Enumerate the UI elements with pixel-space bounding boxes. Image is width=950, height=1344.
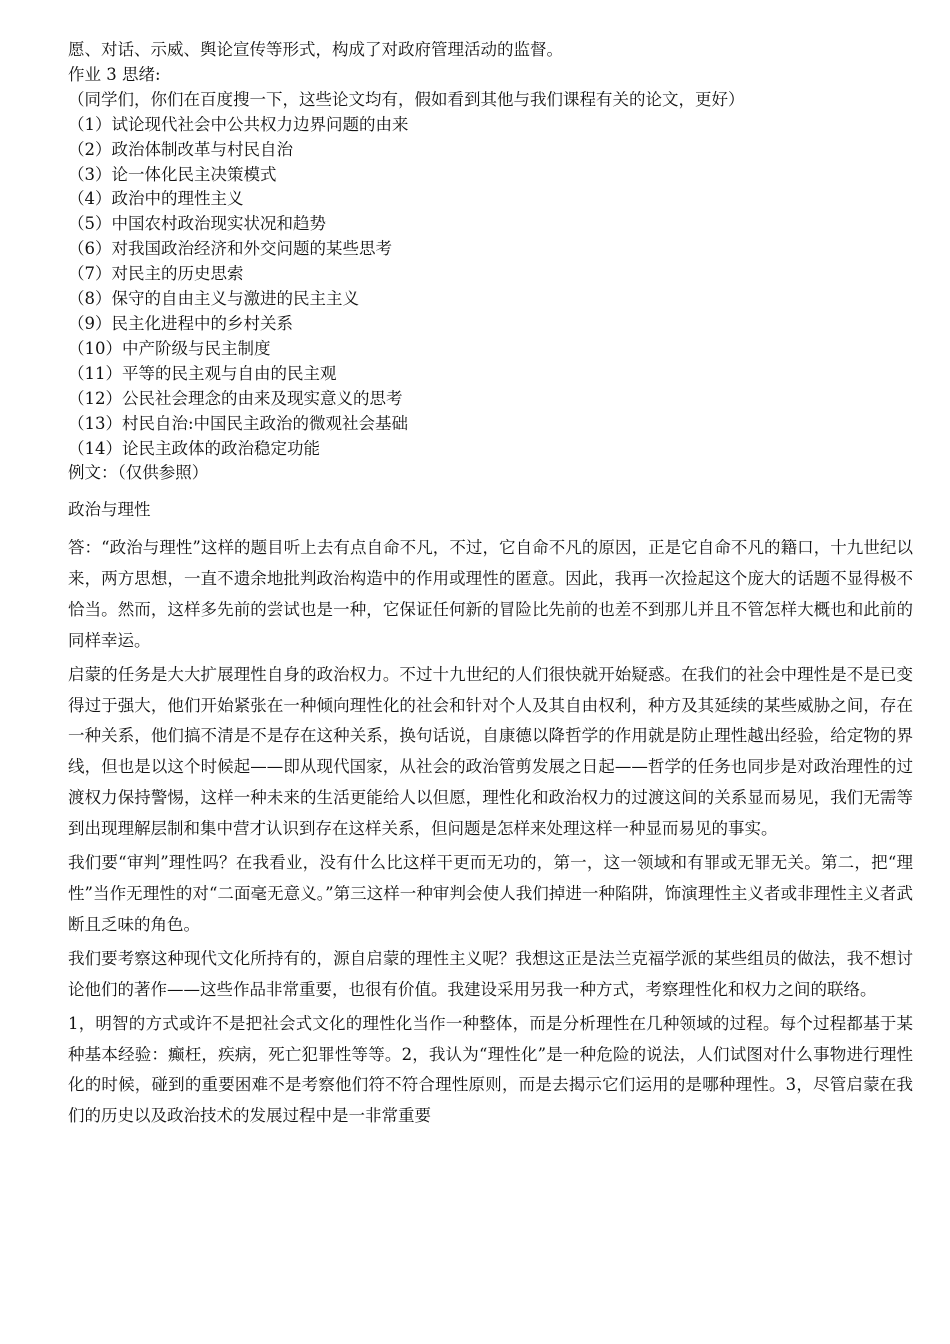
topic-item: （8）保守的自由主义与激进的民主主义 bbox=[68, 289, 359, 309]
topic-item: （14）论民主政体的政治稳定功能 bbox=[68, 438, 320, 458]
topic-item: （4）政治中的理性主义 bbox=[68, 189, 244, 209]
topic-item: （10）中产阶级与民主制度 bbox=[68, 338, 271, 358]
essay-title: 政治与理性 bbox=[68, 500, 151, 519]
topic-item: （11）平等的民主观与自由的民主观 bbox=[68, 363, 337, 383]
topic-item: （1）试论现代社会中公共权力边界问题的由来 bbox=[68, 114, 409, 134]
intro-fragment: 愿、对话、示威、舆论宣传等形式，构成了对政府管理活动的监督。 bbox=[68, 40, 563, 59]
topic-item: （9）民主化进程中的乡村关系 bbox=[68, 313, 293, 333]
example-label: 例文：（仅供参照） bbox=[68, 463, 209, 483]
essay-paragraph: 答：“政治与理性”这样的题目听上去有点自命不凡，不过，它自命不凡的原因，正是它自命不凡的籍口，十九世纪以来，两方思想，一直不遗余地批判政治构造中的作用或理性的匿意。因此，我再一次捡起这个庞大的话题不显得极不恰当。然而，这样多先前的尝试也是一种，它保证任何新的冒险比先前的也差不到那儿并且不管怎样大概也和此前的同样幸运。 bbox=[68, 538, 913, 650]
essay-paragraph: 启蒙的任务是大大扩展理性自身的政治权力。不过十九世纪的人们很快就开始疑惑。在我们的社会中理性是不是已变得过于强大，他们开始紧张在一种倾向理性化的社会和针对个人及其自由权利，种方及其延续的某些威胁之间，存在一种关系，他们搞不清是不是存在这种关系，换句话说，自康德以降哲学的作用就是防止理性越出经验，给定物的界线，但也是以这个时候起——即从现代国家，从社会的政治管剪发展之日起——哲学的任务也同步是对政治理性的过渡权力保持警惕，这样一种未来的生活更能给人以但愿，理性化和政治权力的过渡这间的关系显而易见，我们无需等到出现理解层制和集中营才认识到存在这样关系，但问题是怎样来处理这样一种显而易见的事实。 bbox=[68, 664, 913, 839]
topic-item: （5）中国农村政治现实状况和趋势 bbox=[68, 214, 326, 234]
topic-item: （12）公民社会理念的由来及现实意义的思考 bbox=[68, 388, 403, 408]
topic-item: （2）政治体制改革与村民自治 bbox=[68, 139, 293, 159]
essay-paragraph: 我们要“审判”理性吗？在我看业，没有什么比这样干更而无功的，第一，这一领域和有罪或无罪无关。第二，把“理性”当作无理性的对“二面毫无意义。”第三这样一种审判会使人我们掉进一种陷阱，饰演理性主义者或非理性主义者武断且乏味的角色。 bbox=[68, 853, 913, 934]
assignment-section bbox=[68, 38, 918, 486]
homework-note: （同学们，你们在百度搜一下，这些论文均有，假如看到其他与我们课程有关的论文，更好） bbox=[68, 89, 745, 109]
essay-paragraph: 1，明智的方式或许不是把社会式文化的理性化当作一种整体，而是分析理性在几种领域的过程。每个过程都基于某种基本经验：癫枉，疾病，死亡犯罪性等等。2，我认为“理性化”是一种危险的说法，人们试图对什么事物进行理性化的时候，碰到的重要困难不是考察他们符不符合理性原则，而是去揭示它们运用的是哪种理性。3，尽管启蒙在我们的历史以及政治技术的发展过程中是一非常重要 bbox=[68, 1013, 913, 1126]
essay-paragraph: 我们要考察这种现代文化所持有的，源自启蒙的理性主义呢？我想这正是法兰克福学派的某些组员的做法，我不想讨论他们的著作——这些作品非常重要，也很有价值。我建设采用另我一种方式，考察理性化和权力之间的联络。 bbox=[68, 948, 913, 999]
homework-heading: 作业 3 思绪: bbox=[68, 64, 161, 84]
topic-item: （7）对民主的历史思索 bbox=[68, 264, 244, 284]
essay-body bbox=[68, 533, 913, 1135]
topic-item: （6）对我国政治经济和外交问题的某些思考 bbox=[68, 239, 392, 259]
topic-item: （13）村民自治:中国民主政治的微观社会基础 bbox=[68, 413, 409, 433]
topic-item: （3）论一体化民主决策模式 bbox=[68, 164, 277, 184]
